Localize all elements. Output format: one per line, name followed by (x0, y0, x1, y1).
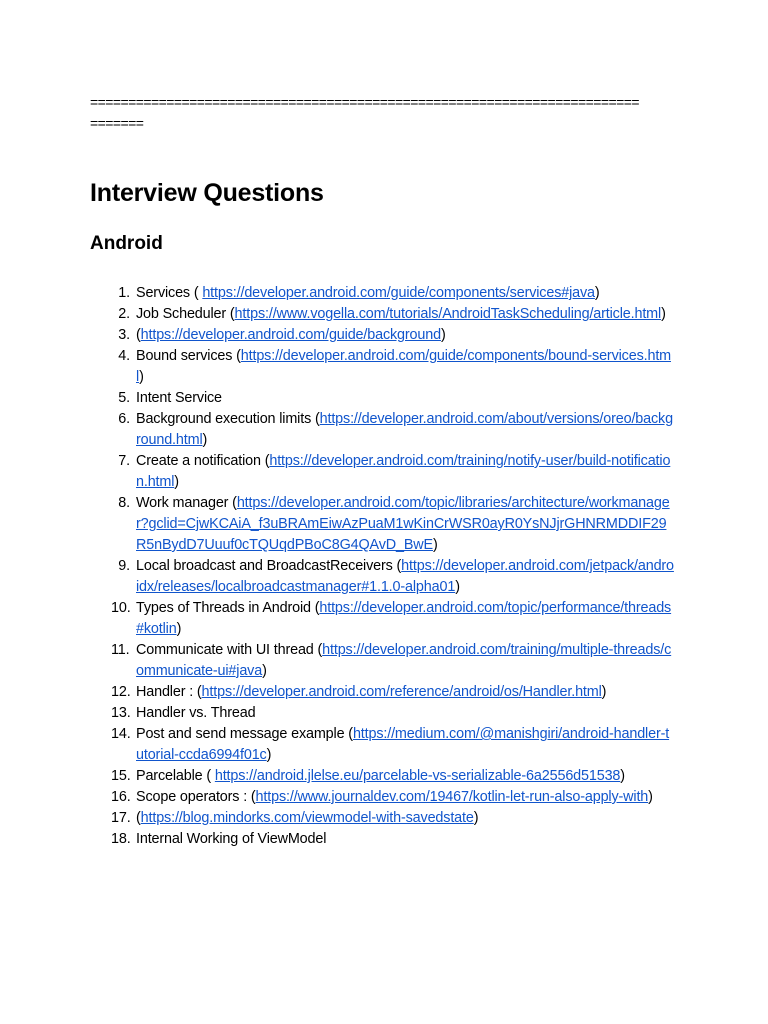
list-item (118, 388, 676, 409)
list-item-text: Handler : ( (136, 684, 202, 700)
list-item (111, 640, 676, 682)
list-item-suffix: ) (455, 579, 460, 595)
list-item-text: ( (136, 327, 141, 343)
list-item (118, 409, 676, 451)
list-item-link[interactable]: https://developer.android.com/reference/android/os/Handler.html (201, 684, 602, 700)
list-item-number: 2. (118, 306, 130, 322)
list-item (118, 451, 676, 493)
list-item-number: 8. (118, 495, 130, 511)
list-item-suffix: ) (202, 432, 208, 448)
list-item-suffix: ) (440, 327, 446, 343)
list-item-number: 7. (118, 453, 130, 469)
list-item-number: 1. (118, 285, 130, 301)
list-item-suffix: ) (174, 474, 179, 490)
list-item-number: 17. (111, 810, 131, 826)
list-item-suffix: ) (661, 306, 666, 322)
list-item-link[interactable]: https://developer.android.com/training/notify-user/build-notification.html (136, 453, 671, 490)
list-item-number: 18. (111, 831, 131, 847)
list-item (118, 325, 676, 346)
list-item-suffix: ) (648, 789, 653, 805)
list-item-suffix: ) (266, 747, 272, 763)
list-item-suffix: ) (176, 621, 182, 637)
list-item-number: 14. (111, 726, 131, 742)
list-item-suffix: ) (432, 537, 438, 553)
list-item-text: Services ( (136, 285, 203, 301)
list-item (111, 724, 676, 766)
list-item (111, 682, 676, 703)
list-item-suffix: ) (139, 369, 144, 385)
section-heading-android: Android (90, 233, 163, 254)
list-item-text: Intent Service (136, 390, 222, 406)
list-item-text: ( (136, 810, 141, 826)
list-item-number: 4. (118, 348, 130, 364)
list-item-link[interactable]: https://developer.android.com/topic/performance/threads#kotlin (136, 600, 672, 637)
list-item (111, 598, 676, 640)
separator-line-2: ======= (90, 115, 144, 131)
list-item-text: Background execution limits ( (136, 411, 320, 427)
list-item-suffix: ) (620, 768, 625, 784)
list-item-text: Post and send message example ( (136, 726, 353, 742)
list-item-link[interactable]: https://developer.android.com/guide/components/bound-services.html (136, 348, 671, 385)
list-item-number: 9. (118, 558, 130, 574)
list-item-text: Types of Threads in Android ( (136, 600, 320, 616)
list-item-text: Parcelable ( (136, 768, 215, 784)
list-item-text: Bound services ( (136, 348, 241, 364)
list-item-link[interactable]: https://www.vogella.com/tutorials/AndroidTaskScheduling/article.html (234, 306, 662, 322)
list-item (111, 787, 676, 808)
list-item (118, 283, 676, 304)
list-item-text: Local broadcast and BroadcastReceivers ( (136, 558, 402, 574)
separator-line (90, 92, 682, 134)
list-item-text: Communicate with UI thread ( (136, 642, 323, 658)
list-item-number: 6. (118, 411, 130, 427)
list-item (111, 808, 676, 829)
list-item-text: Work manager ( (136, 495, 237, 511)
list-item-text: Scope operators : ( (136, 789, 256, 805)
list-item-number: 16. (111, 789, 131, 805)
list-item-number: 5. (118, 390, 130, 406)
list-item (118, 556, 676, 598)
list-item-text: Job Scheduler ( (136, 306, 235, 322)
list-item-link[interactable]: https://developer.android.com/guide/background (140, 327, 441, 343)
list-item (118, 493, 676, 556)
list-item-link[interactable]: https://developer.android.com/training/multiple-threads/communicate-ui#java (136, 642, 672, 679)
list-item-text: Handler vs. Thread (136, 705, 256, 721)
list-item-number: 13. (111, 705, 131, 721)
page-title: Interview Questions (90, 179, 324, 207)
list-item-link[interactable]: https://android.jlelse.eu/parcelable-vs-serializable-6a2556d51538 (214, 768, 621, 784)
list-item-link[interactable]: https://blog.mindorks.com/viewmodel-with-savedstate (140, 810, 474, 826)
list-item-link[interactable]: https://medium.com/@manishgiri/android-handler-tutorial-ccda6994f01c (136, 726, 670, 763)
list-item-link[interactable]: https://developer.android.com/jetpack/androidx/releases/localbroadcastmanager#1.1.0-alpha01 (136, 558, 674, 595)
list-item (118, 346, 676, 388)
list-item-number: 11. (111, 642, 130, 658)
list-item-link[interactable]: https://developer.android.com/about/versions/oreo/background.html (136, 411, 673, 448)
question-list (111, 283, 676, 850)
list-item-suffix: ) (601, 684, 607, 700)
list-item-text: Create a notification ( (136, 453, 270, 469)
separator-line-1: ======================================================================== (90, 94, 640, 110)
list-item-text: Internal Working of ViewModel (136, 831, 327, 847)
list-item-suffix: ) (594, 285, 600, 301)
list-item-number: 12. (111, 684, 131, 700)
list-item (111, 703, 676, 724)
list-item-link[interactable]: https://developer.android.com/guide/components/services#java (202, 285, 595, 301)
list-item (111, 766, 676, 787)
list-item (111, 829, 676, 850)
list-item-number: 10. (111, 600, 131, 616)
list-item-link[interactable]: https://developer.android.com/topic/libraries/architecture/workmanager?gclid=CjwKCAiA_f3uBRAmEiwAzPuaM1wKinCrWSR0ayR0YsNJjrGHNRMDDIF29R5nBydD7Uuuf0cTQUqdPBoC8G4QAvD_BwE (136, 495, 670, 553)
list-item-suffix: ) (473, 810, 479, 826)
list-item-link[interactable]: https://www.journaldev.com/19467/kotlin-let-run-also-apply-with (255, 789, 649, 805)
list-item (118, 304, 676, 325)
list-item-number: 15. (111, 768, 131, 784)
list-item-suffix: ) (262, 663, 267, 679)
list-item-number: 3. (118, 327, 130, 343)
